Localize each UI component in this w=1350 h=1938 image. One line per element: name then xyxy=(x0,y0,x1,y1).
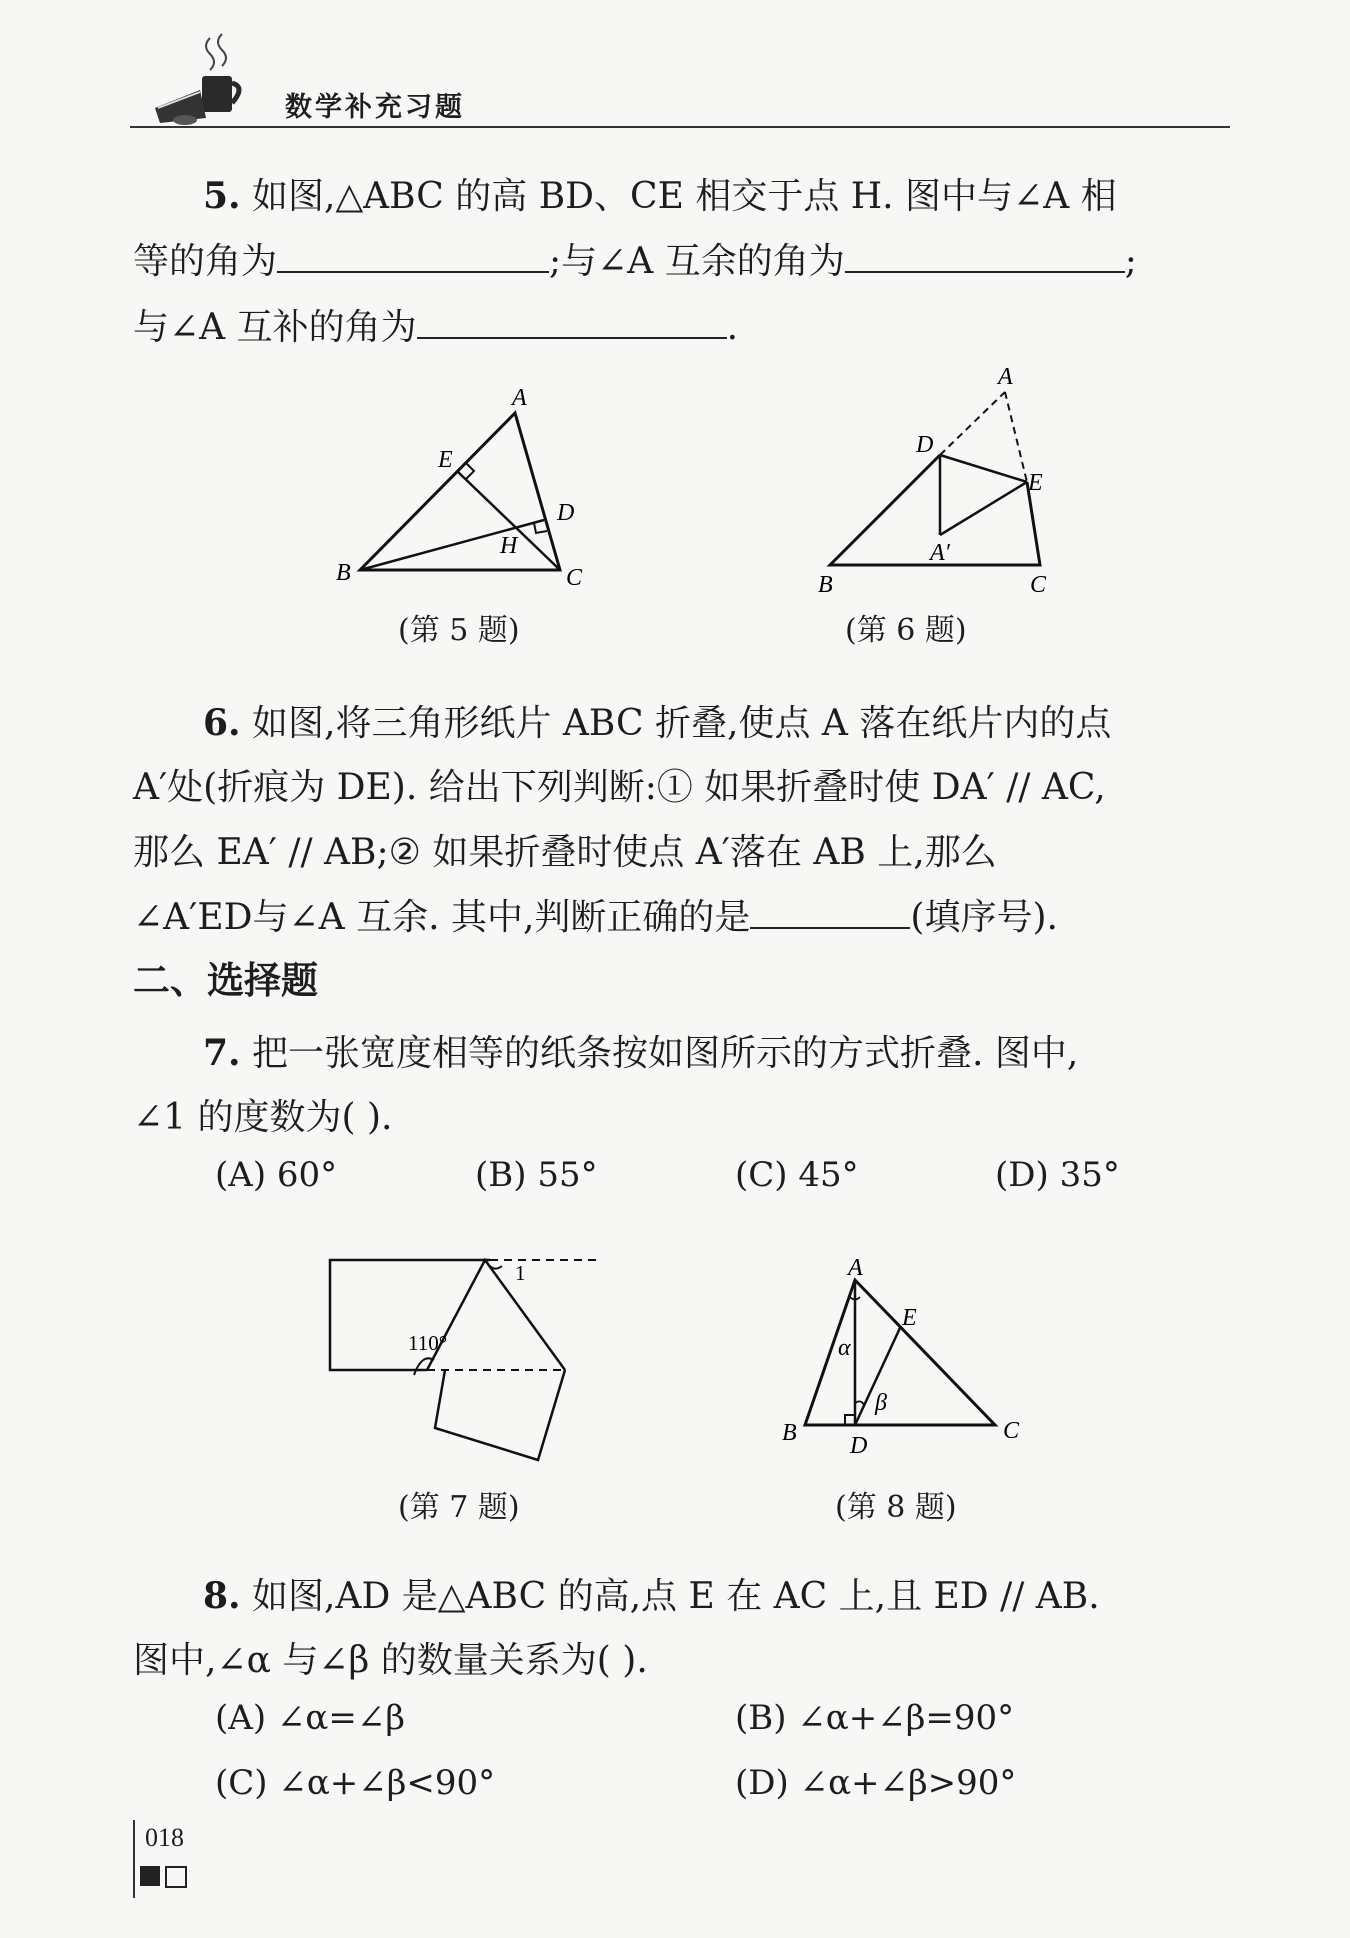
fig6-label-c: C xyxy=(1030,572,1047,598)
header-rule xyxy=(130,126,1230,128)
book-cup-logo-icon xyxy=(150,28,260,128)
fig6-label-e: E xyxy=(1028,470,1043,496)
fig6-label-a: A xyxy=(998,364,1013,390)
q6-text-1: 如图,将三角形纸片 ABC 折叠,使点 A 落在纸片内的点 xyxy=(252,703,1112,744)
fig8-caption: (第 8 题) xyxy=(835,1490,957,1525)
q7-option-c[interactable]: (C) 45° xyxy=(735,1155,859,1195)
filled-square-icon xyxy=(140,1866,160,1886)
q7-option-d[interactable]: (D) 35° xyxy=(995,1155,1120,1195)
fig8-label-a: A xyxy=(848,1255,863,1281)
q8-number: 8. xyxy=(203,1575,241,1617)
q5-text-3a: 与∠A 互补的角为 xyxy=(133,307,417,348)
fig8-label-d: D xyxy=(850,1433,868,1459)
fig7-caption: (第 7 题) xyxy=(398,1490,520,1525)
q5-line1 xyxy=(133,163,1233,230)
q6-text-2: A′处(折痕为 DE). 给出下列判断:① 如果折叠时使 DA′ // AC, xyxy=(133,767,1106,808)
q5-text-2a: 等的角为 xyxy=(133,241,278,282)
q7-text-2: ∠1 的度数为( ). xyxy=(133,1097,393,1138)
fig8-label-b: B xyxy=(782,1420,797,1446)
fig5-label-c: C xyxy=(566,565,583,591)
q5-blank-equal[interactable] xyxy=(277,235,549,273)
q8-option-c[interactable]: (C) ∠α+∠β<90° xyxy=(215,1763,496,1803)
fig6-label-a-prime: A′ xyxy=(930,540,950,566)
q7-number: 7. xyxy=(203,1032,241,1074)
q6-blank-answer[interactable] xyxy=(750,891,910,929)
fig7-label-110: 110° xyxy=(408,1331,448,1355)
fig5-label-b: B xyxy=(336,560,351,586)
fig8-label-c: C xyxy=(1003,1418,1020,1444)
q5-text-3b: . xyxy=(726,307,739,348)
q5-text-2b: ;与∠A 互余的角为 xyxy=(549,241,845,282)
q5-line3 xyxy=(133,295,1233,361)
figure-6 xyxy=(800,360,1080,600)
q8-line1 xyxy=(133,1563,1233,1630)
q6-line4 xyxy=(133,885,1233,951)
fig7-label-1: 1 xyxy=(515,1261,526,1285)
q5-blank-complement[interactable] xyxy=(845,235,1125,273)
q5-text-2c: ; xyxy=(1124,241,1137,282)
q5-blank-supplement[interactable] xyxy=(417,301,727,339)
q6-text-3: 那么 EA′ // AB;② 如果折叠时使点 A′落在 AB 上,那么 xyxy=(133,832,997,873)
q7-option-b[interactable]: (B) 55° xyxy=(475,1155,598,1195)
empty-square-icon xyxy=(165,1866,187,1888)
q6-line1 xyxy=(133,690,1233,757)
fig8-label-e: E xyxy=(902,1305,917,1331)
q8-text-1: 如图,AD 是△ABC 的高,点 E 在 AC 上,且 ED // AB. xyxy=(252,1576,1100,1617)
fig8-label-alpha: α xyxy=(838,1335,851,1361)
fig5-label-h: H xyxy=(500,533,518,559)
q6-text-4b: (填序号). xyxy=(910,897,1058,938)
q7-line1 xyxy=(133,1020,1233,1087)
q5-number: 5. xyxy=(203,175,241,217)
q8-option-d[interactable]: (D) ∠α+∠β>90° xyxy=(735,1763,1017,1803)
q7-option-a[interactable]: (A) 60° xyxy=(215,1155,338,1195)
fig6-label-b: B xyxy=(818,572,833,598)
fig6-label-d: D xyxy=(916,432,934,458)
fig5-caption: (第 5 题) xyxy=(398,613,520,648)
q7-text-1: 把一张宽度相等的纸条按如图所示的方式折叠. 图中, xyxy=(252,1033,1079,1074)
q5-text-1: 如图,△ABC 的高 BD、CE 相交于点 H. 图中与∠A 相 xyxy=(252,176,1117,217)
q5-line2 xyxy=(133,229,1233,295)
figure-7 xyxy=(320,1250,620,1470)
page-number: 018 xyxy=(145,1823,184,1852)
q6-text-4a: ∠A′ED与∠A 互余. 其中,判断正确的是 xyxy=(133,897,751,938)
q6-number: 6. xyxy=(203,702,241,744)
fig5-label-d: D xyxy=(557,500,575,526)
figure-8 xyxy=(770,1255,1050,1470)
section-heading: 二、选择题 xyxy=(133,959,318,1002)
fig5-label-a: A xyxy=(512,385,527,411)
header-title: 数学补充习题 xyxy=(285,92,465,123)
fig5-label-e: E xyxy=(438,447,453,473)
fig6-caption: (第 6 题) xyxy=(845,613,967,648)
q8-option-b[interactable]: (B) ∠α+∠β=90° xyxy=(735,1698,1015,1738)
fig8-label-beta: β xyxy=(875,1390,887,1416)
figure-5 xyxy=(320,375,620,595)
page-number-bar xyxy=(133,1820,135,1898)
q8-option-a[interactable]: (A) ∠α=∠β xyxy=(215,1698,405,1738)
q8-text-2: 图中,∠α 与∠β 的数量关系为( ). xyxy=(133,1640,648,1681)
